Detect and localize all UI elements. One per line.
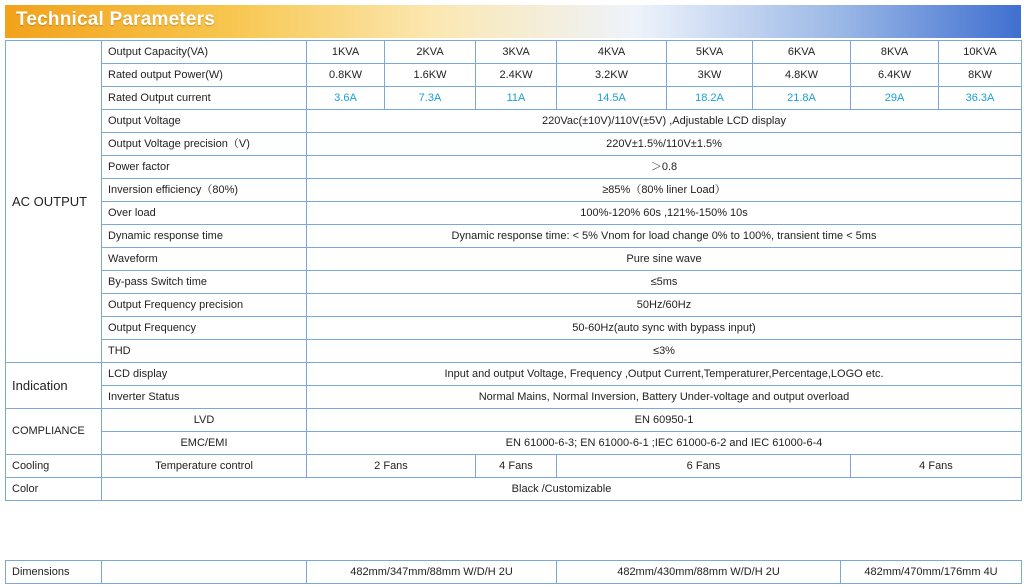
table-row <box>6 179 1022 202</box>
row-label: Temperature control <box>102 455 307 478</box>
row-value: 482mm/430mm/88mm W/D/H 2U <box>557 561 841 584</box>
table-row <box>6 317 1022 340</box>
row-value: EN 61000-6-3; EN 61000-6-1 ;IEC 61000-6-2 and IEC 61000-6-4 <box>307 432 1022 455</box>
row-value: EN 60950-1 <box>307 409 1022 432</box>
row-value: Normal Mains, Normal Inversion, Battery Under-voltage and output overload <box>307 386 1022 409</box>
row-value: 100%-120% 60s ,121%-150% 10s <box>307 202 1022 225</box>
model-cell: 10KVA <box>939 41 1022 64</box>
row-label: Output Voltage <box>102 110 307 133</box>
current-cell: 7.3A <box>385 87 476 110</box>
model-cell: 5KVA <box>667 41 753 64</box>
table-row <box>6 409 1022 432</box>
table-row <box>6 156 1022 179</box>
row-label: Inverter Status <box>102 386 307 409</box>
table-row <box>6 386 1022 409</box>
table-row <box>6 340 1022 363</box>
table-row <box>6 363 1022 386</box>
row-value: ≤3% <box>307 340 1022 363</box>
row-label: Rated Output current <box>102 87 307 110</box>
model-cell: 4KVA <box>557 41 667 64</box>
row-value: ＞0.8 <box>307 156 1022 179</box>
power-cell: 4.8KW <box>753 64 851 87</box>
row-label: Output Voltage precision（V) <box>102 133 307 156</box>
row-value: Black /Customizable <box>102 478 1022 501</box>
table-row <box>6 133 1022 156</box>
power-cell: 3KW <box>667 64 753 87</box>
row-label: Rated output Power(W) <box>102 64 307 87</box>
dimensions-body <box>6 561 1022 584</box>
page-title: Technical Parameters <box>16 9 216 30</box>
row-label: Inversion efficiency（80%) <box>102 179 307 202</box>
dimensions-table <box>5 560 1022 584</box>
current-cell: 36.3A <box>939 87 1022 110</box>
power-cell: 8KW <box>939 64 1022 87</box>
current-cell: 21.8A <box>753 87 851 110</box>
group-compliance: COMPLIANCE <box>6 409 102 455</box>
parameters-table <box>5 40 1022 501</box>
row-value: Input and output Voltage, Frequency ,Output Current,Temperaturer,Percentage,LOGO etc. <box>307 363 1022 386</box>
table-row <box>6 478 1022 501</box>
row-value: 4 Fans <box>851 455 1022 478</box>
row-label: Waveform <box>102 248 307 271</box>
row-value: ≤5ms <box>307 271 1022 294</box>
table-row <box>6 294 1022 317</box>
current-cell: 18.2A <box>667 87 753 110</box>
row-label: Output Capacity(VA) <box>102 41 307 64</box>
power-cell: 6.4KW <box>851 64 939 87</box>
row-value: Pure sine wave <box>307 248 1022 271</box>
model-cell: 2KVA <box>385 41 476 64</box>
table-row <box>6 41 1022 64</box>
row-label: Output Frequency <box>102 317 307 340</box>
power-cell: 0.8KW <box>307 64 385 87</box>
row-value: ≥85%（80% liner Load） <box>307 179 1022 202</box>
row-label: Dynamic response time <box>102 225 307 248</box>
title-banner <box>5 5 1021 38</box>
row-value: 220Vac(±10V)/110V(±5V) ,Adjustable LCD display <box>307 110 1022 133</box>
row-value: 2 Fans <box>307 455 476 478</box>
row-label: LVD <box>102 409 307 432</box>
row-value: 482mm/347mm/88mm W/D/H 2U <box>307 561 557 584</box>
row-label: By-pass Switch time <box>102 271 307 294</box>
power-cell: 3.2KW <box>557 64 667 87</box>
empty-cell <box>102 561 307 584</box>
group-ac-output: AC OUTPUT <box>6 41 102 363</box>
model-cell: 3KVA <box>476 41 557 64</box>
row-label: Over load <box>102 202 307 225</box>
row-value: 4 Fans <box>476 455 557 478</box>
row-value: 50-60Hz(auto sync with bypass input) <box>307 317 1022 340</box>
group-cooling: Cooling <box>6 455 102 478</box>
row-label: LCD display <box>102 363 307 386</box>
current-cell: 29A <box>851 87 939 110</box>
row-value: 482mm/470mm/176mm 4U <box>841 561 1022 584</box>
table-row <box>6 455 1022 478</box>
table-row <box>6 432 1022 455</box>
power-cell: 1.6KW <box>385 64 476 87</box>
row-value: 6 Fans <box>557 455 851 478</box>
table-row <box>6 225 1022 248</box>
table-row <box>6 110 1022 133</box>
table-row <box>6 561 1022 584</box>
table-row <box>6 271 1022 294</box>
row-label: Dimensions <box>6 561 102 584</box>
table-row <box>6 87 1022 110</box>
model-cell: 1KVA <box>307 41 385 64</box>
row-value: 50Hz/60Hz <box>307 294 1022 317</box>
parameters-body <box>6 41 1022 501</box>
row-label: Power factor <box>102 156 307 179</box>
row-label: Output Frequency precision <box>102 294 307 317</box>
current-cell: 3.6A <box>307 87 385 110</box>
group-color: Color <box>6 478 102 501</box>
current-cell: 14.5A <box>557 87 667 110</box>
power-cell: 2.4KW <box>476 64 557 87</box>
group-indication: Indication <box>6 363 102 409</box>
row-label: THD <box>102 340 307 363</box>
table-row <box>6 248 1022 271</box>
model-cell: 8KVA <box>851 41 939 64</box>
row-value: 220V±1.5%/110V±1.5% <box>307 133 1022 156</box>
row-value: Dynamic response time: < 5% Vnom for load change 0% to 100%, transient time < 5ms <box>307 225 1022 248</box>
table-row <box>6 64 1022 87</box>
current-cell: 11A <box>476 87 557 110</box>
model-cell: 6KVA <box>753 41 851 64</box>
table-row <box>6 202 1022 225</box>
row-label: EMC/EMI <box>102 432 307 455</box>
